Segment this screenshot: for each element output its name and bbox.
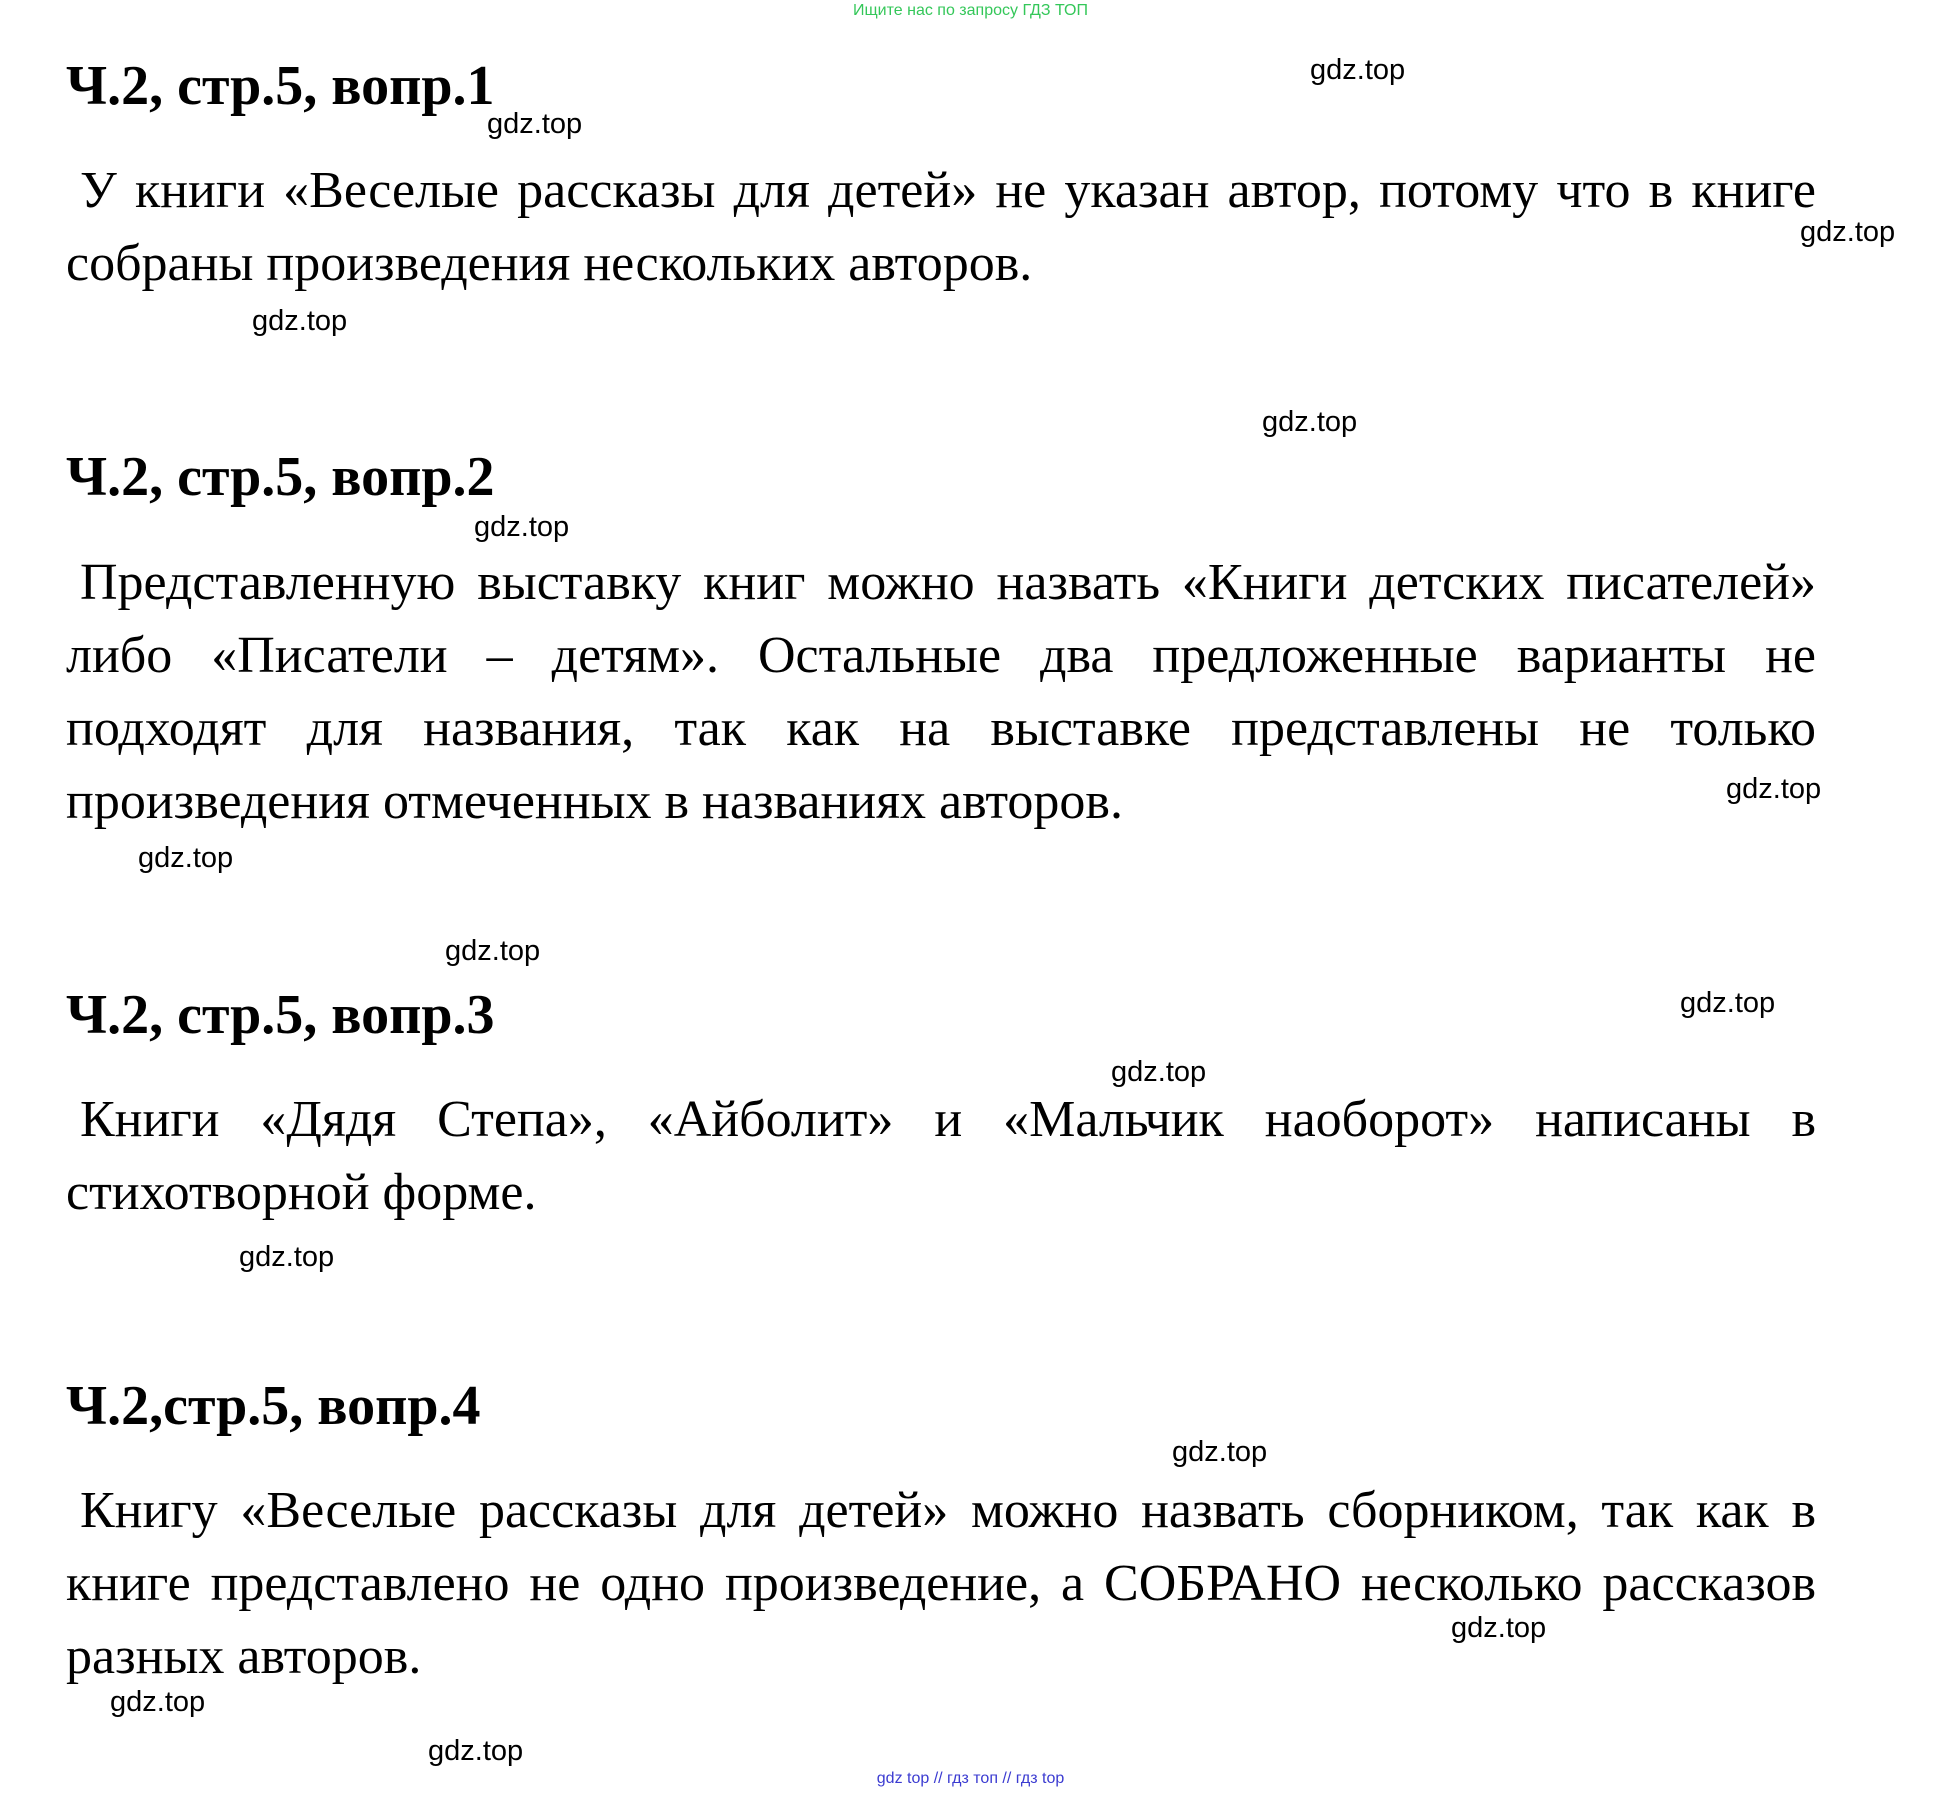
watermark: gdz.top bbox=[138, 842, 234, 874]
watermark: gdz.top bbox=[1310, 54, 1406, 86]
top-banner: Ищите нас по запросу ГДЗ ТОП bbox=[853, 2, 1088, 19]
watermark: gdz.top bbox=[1172, 1436, 1268, 1468]
watermark: gdz.top bbox=[487, 108, 583, 140]
watermark: gdz.top bbox=[1800, 216, 1896, 248]
watermark: gdz.top bbox=[474, 511, 570, 543]
watermark: gdz.top bbox=[1451, 1612, 1547, 1644]
section-1-text: У книги «Веселые рассказы для детей» не указан автор, потому что в книге собраны произведения нескольких авторов. bbox=[66, 162, 1816, 292]
section-2-text: Представленную выставку книг можно назвать «Книги детских писателей» либо «Писатели – детям». Остальные два предложенные варианты не подходят для названия, так как на выставке представлены не только произведения отмеченных в названиях авторов. bbox=[66, 554, 1816, 830]
section-1-heading: Ч.2, стр.5, вопр.1 bbox=[66, 55, 495, 117]
watermark: gdz.top bbox=[1111, 1056, 1207, 1088]
section-3-text: Книги «Дядя Степа», «Айболит» и «Мальчик наоборот» написаны в стихотворной форме. bbox=[66, 1091, 1816, 1221]
section-2-heading: Ч.2, стр.5, вопр.2 bbox=[66, 446, 495, 508]
watermark: gdz.top bbox=[110, 1686, 206, 1718]
section-3-heading: Ч.2, стр.5, вопр.3 bbox=[66, 984, 495, 1046]
footer-watermark: gdz top // гдз топ // гдз top bbox=[876, 1770, 1065, 1787]
watermark: gdz.top bbox=[1726, 773, 1822, 805]
watermark: gdz.top bbox=[1262, 406, 1358, 438]
section-4-heading: Ч.2,стр.5, вопр.4 bbox=[66, 1375, 481, 1437]
watermark: gdz.top bbox=[1680, 987, 1776, 1019]
watermark: gdz.top bbox=[252, 305, 348, 337]
watermark: gdz.top bbox=[445, 935, 541, 967]
watermark: gdz.top bbox=[239, 1241, 335, 1273]
watermark: gdz.top bbox=[428, 1735, 524, 1767]
section-4-text: Книгу «Веселые рассказы для детей» можно назвать сборником, так как в книге представлено не одно произведение, а СОБРАНО несколько рассказов разных авторов. bbox=[66, 1482, 1816, 1685]
